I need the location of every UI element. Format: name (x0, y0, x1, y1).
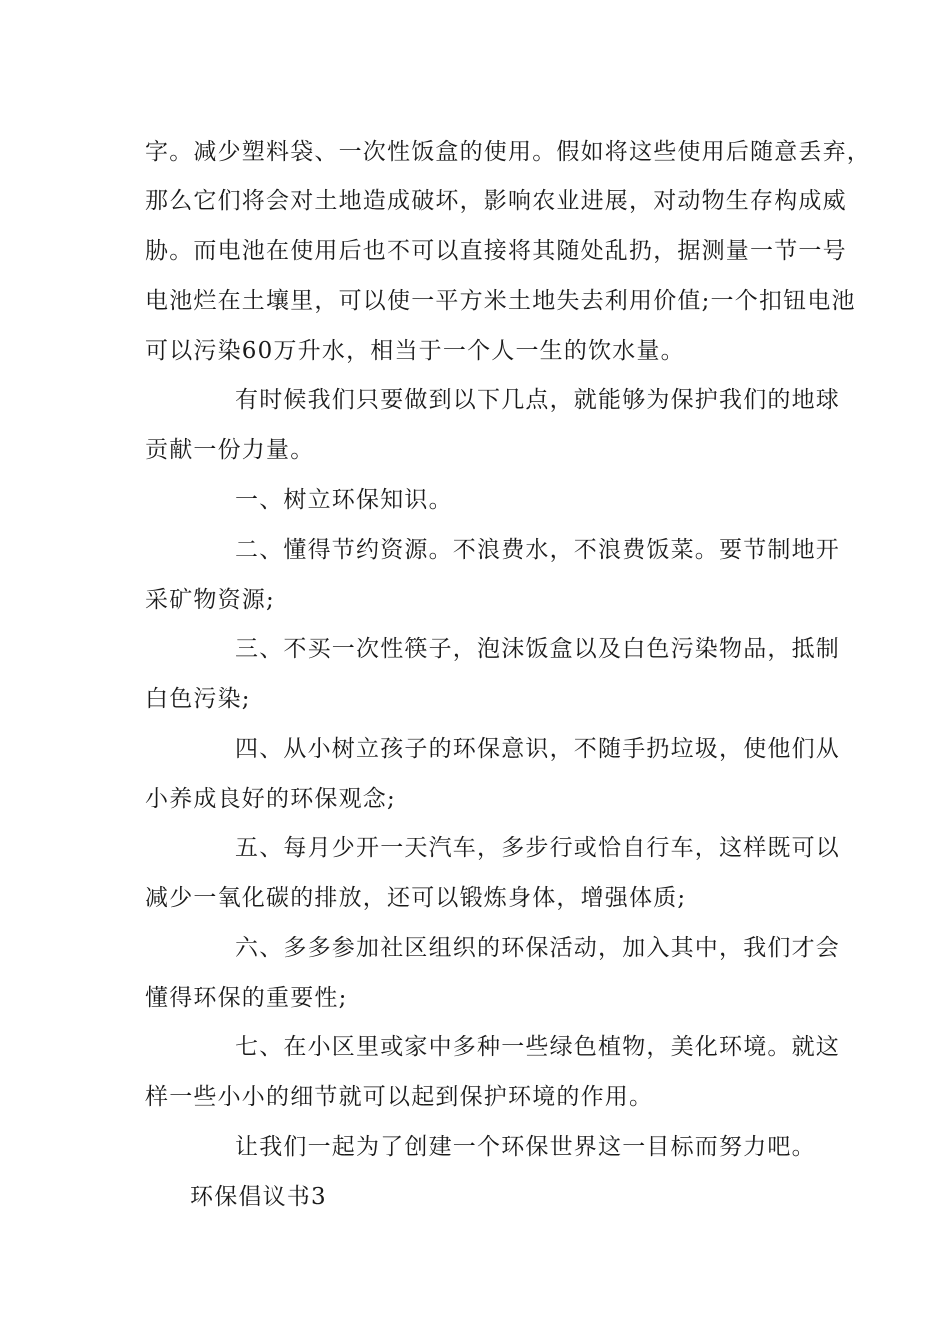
paragraph-line: 字。减少塑料袋、一次性饭盒的使用。假如将这些使用后随意丢弃， (145, 139, 871, 165)
paragraph-line: 可以污染60万升水，相当于一个人一生的饮水量。 (145, 338, 685, 364)
list-item: 六、多多参加社区组织的环保活动，加入其中，我们才会 (235, 935, 840, 961)
list-item: 七、在小区里或家中多种一些绿色植物，美化环境。就这 (235, 1034, 840, 1060)
paragraph-line: 那么它们将会对土地造成破坏，影响农业进展，对动物生存构成威 (145, 188, 847, 214)
list-item-continuation: 减少一氧化碳的排放，还可以锻炼身体，增强体质; (145, 885, 687, 911)
list-item-continuation: 小养成良好的环保观念; (145, 786, 396, 812)
list-item: 三、不买一次性筷子，泡沫饭盒以及白色污染物品，抵制 (235, 636, 840, 662)
list-item-continuation: 白色污染; (145, 686, 251, 712)
list-item-continuation: 样一些小小的细节就可以起到保护环境的作用。 (145, 1084, 654, 1110)
list-item: 五、每月少开一天汽车，多步行或恰自行车，这样既可以 (235, 835, 840, 861)
paragraph-line: 胁。而电池在使用后也不可以直接将其随处乱扔，据测量一节一号 (145, 238, 847, 264)
list-item-continuation: 懂得环保的重要性; (145, 985, 348, 1011)
paragraph-line: 有时候我们只要做到以下几点，就能够为保护我们的地球 (235, 387, 840, 413)
section-heading: 环保倡议书3 (190, 1184, 327, 1210)
paragraph-line: 电池烂在土壤里，可以使一平方米土地失去利用价值;一个扣钮电池 (145, 288, 856, 314)
list-item: 二、懂得节约资源。不浪费水，不浪费饭菜。要节制地开 (235, 537, 840, 563)
list-item: 一、树立环保知识。 (235, 487, 453, 513)
list-item-continuation: 采矿物资源; (145, 587, 275, 613)
paragraph-line: 贡献一份力量。 (145, 437, 315, 463)
closing-line: 让我们一起为了创建一个环保世界这一目标而努力吧。 (235, 1134, 816, 1160)
list-item: 四、从小树立孩子的环保意识，不随手扔垃圾，使他们从 (235, 736, 840, 762)
